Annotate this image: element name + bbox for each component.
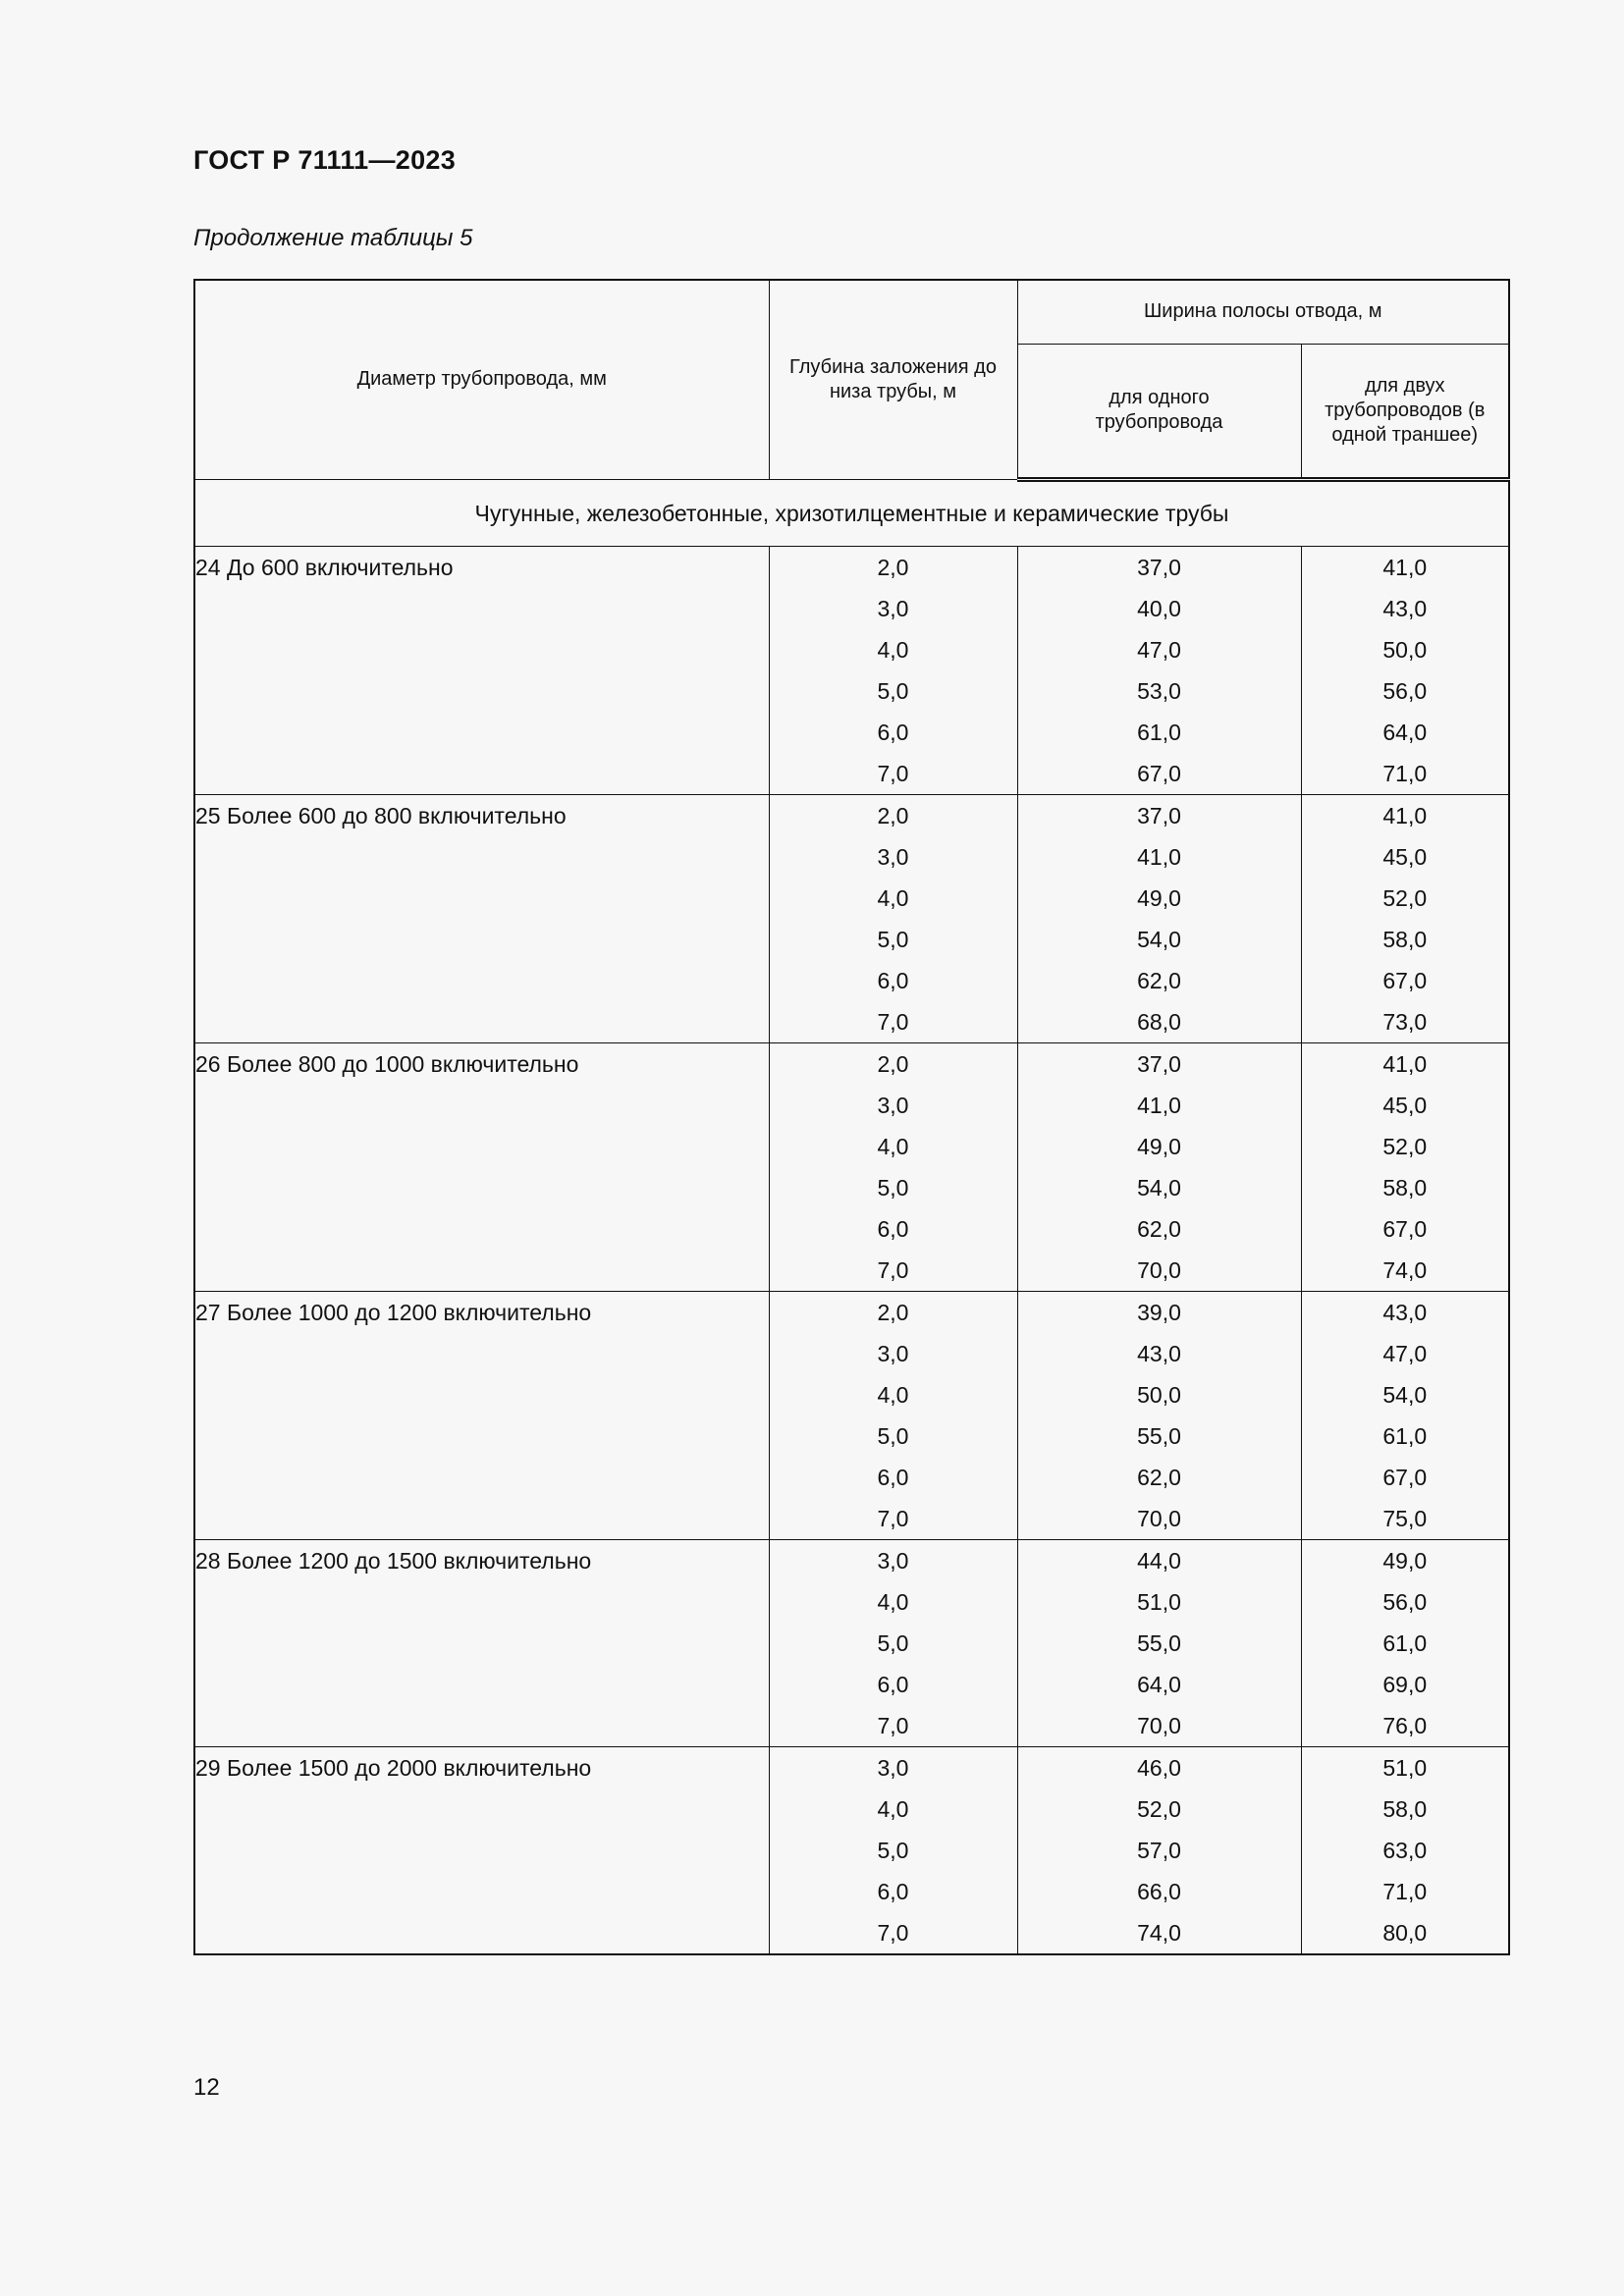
one-pipeline-cell: 62,0 — [1017, 1208, 1301, 1250]
one-pipeline-cell: 37,0 — [1017, 794, 1301, 836]
one-pipeline-cell: 55,0 — [1017, 1415, 1301, 1457]
two-pipelines-cell: 76,0 — [1301, 1705, 1509, 1747]
header-two-pipelines: для двух трубопроводов (в одной траншее) — [1301, 344, 1509, 479]
one-pipeline-cell: 62,0 — [1017, 960, 1301, 1001]
one-pipeline-cell: 64,0 — [1017, 1664, 1301, 1705]
depth-cell: 2,0 — [769, 1291, 1017, 1333]
two-pipelines-cell: 41,0 — [1301, 546, 1509, 588]
depth-cell: 6,0 — [769, 960, 1017, 1001]
two-pipelines-cell: 58,0 — [1301, 1789, 1509, 1830]
depth-cell: 2,0 — [769, 546, 1017, 588]
one-pipeline-cell: 46,0 — [1017, 1746, 1301, 1789]
one-pipeline-cell: 49,0 — [1017, 1126, 1301, 1167]
two-pipelines-cell: 71,0 — [1301, 1871, 1509, 1912]
two-pipelines-cell: 63,0 — [1301, 1830, 1509, 1871]
depth-cell: 7,0 — [769, 1705, 1017, 1747]
table-row — [194, 794, 1509, 836]
depth-cell: 4,0 — [769, 1581, 1017, 1623]
two-pipelines-cell: 56,0 — [1301, 670, 1509, 712]
two-pipelines-cell: 45,0 — [1301, 836, 1509, 878]
two-pipelines-cell: 41,0 — [1301, 1042, 1509, 1085]
two-pipelines-cell: 75,0 — [1301, 1498, 1509, 1540]
two-pipelines-cell: 71,0 — [1301, 753, 1509, 795]
depth-cell: 6,0 — [769, 1871, 1017, 1912]
one-pipeline-cell: 66,0 — [1017, 1871, 1301, 1912]
two-pipelines-cell: 67,0 — [1301, 1208, 1509, 1250]
one-pipeline-cell: 70,0 — [1017, 1498, 1301, 1540]
one-pipeline-cell: 47,0 — [1017, 629, 1301, 670]
depth-cell: 5,0 — [769, 1415, 1017, 1457]
depth-cell: 5,0 — [769, 1623, 1017, 1664]
diameter-cell: 24 До 600 включительно — [194, 546, 769, 794]
one-pipeline-cell: 39,0 — [1017, 1291, 1301, 1333]
one-pipeline-cell: 61,0 — [1017, 712, 1301, 753]
two-pipelines-cell: 80,0 — [1301, 1912, 1509, 1954]
one-pipeline-cell: 57,0 — [1017, 1830, 1301, 1871]
one-pipeline-cell: 37,0 — [1017, 1042, 1301, 1085]
two-pipelines-cell: 58,0 — [1301, 919, 1509, 960]
depth-cell: 7,0 — [769, 1001, 1017, 1043]
header-depth: Глубина заложения до низа трубы, м — [769, 280, 1017, 479]
depth-cell: 6,0 — [769, 1664, 1017, 1705]
depth-cell: 2,0 — [769, 794, 1017, 836]
two-pipelines-cell: 61,0 — [1301, 1623, 1509, 1664]
two-pipelines-cell: 41,0 — [1301, 794, 1509, 836]
one-pipeline-cell: 67,0 — [1017, 753, 1301, 795]
one-pipeline-cell: 62,0 — [1017, 1457, 1301, 1498]
two-pipelines-cell: 73,0 — [1301, 1001, 1509, 1043]
depth-cell: 3,0 — [769, 588, 1017, 629]
two-pipelines-cell: 56,0 — [1301, 1581, 1509, 1623]
two-pipelines-cell: 69,0 — [1301, 1664, 1509, 1705]
diameter-cell: 29 Более 1500 до 2000 включительно — [194, 1746, 769, 1954]
table-row — [194, 546, 1509, 588]
depth-cell: 5,0 — [769, 1830, 1017, 1871]
header-width-group: Ширина полосы отвода, м — [1017, 280, 1509, 344]
diameter-cell: 27 Более 1000 до 1200 включительно — [194, 1291, 769, 1539]
table-row — [194, 1539, 1509, 1581]
two-pipelines-cell: 45,0 — [1301, 1085, 1509, 1126]
depth-cell: 6,0 — [769, 712, 1017, 753]
two-pipelines-cell: 43,0 — [1301, 588, 1509, 629]
two-pipelines-cell: 67,0 — [1301, 960, 1509, 1001]
two-pipelines-cell: 51,0 — [1301, 1746, 1509, 1789]
depth-cell: 4,0 — [769, 1374, 1017, 1415]
depth-cell: 6,0 — [769, 1208, 1017, 1250]
one-pipeline-cell: 40,0 — [1017, 588, 1301, 629]
table-row — [194, 1042, 1509, 1085]
two-pipelines-cell: 49,0 — [1301, 1539, 1509, 1581]
table-row — [194, 1746, 1509, 1789]
one-pipeline-cell: 41,0 — [1017, 1085, 1301, 1126]
depth-cell: 3,0 — [769, 836, 1017, 878]
one-pipeline-cell: 54,0 — [1017, 919, 1301, 960]
one-pipeline-cell: 41,0 — [1017, 836, 1301, 878]
one-pipeline-cell: 52,0 — [1017, 1789, 1301, 1830]
one-pipeline-cell: 70,0 — [1017, 1705, 1301, 1747]
section-title: Чугунные, железобетонные, хризотилцементные и керамические трубы — [194, 479, 1509, 546]
one-pipeline-cell: 51,0 — [1017, 1581, 1301, 1623]
document-code: ГОСТ Р 71111—2023 — [193, 145, 457, 175]
one-pipeline-cell: 43,0 — [1017, 1333, 1301, 1374]
two-pipelines-cell: 67,0 — [1301, 1457, 1509, 1498]
depth-cell: 4,0 — [769, 1789, 1017, 1830]
pipeline-width-table — [193, 279, 1510, 1955]
depth-cell: 7,0 — [769, 1912, 1017, 1954]
one-pipeline-cell: 44,0 — [1017, 1539, 1301, 1581]
depth-cell: 5,0 — [769, 670, 1017, 712]
two-pipelines-cell: 43,0 — [1301, 1291, 1509, 1333]
two-pipelines-cell: 52,0 — [1301, 878, 1509, 919]
two-pipelines-cell: 61,0 — [1301, 1415, 1509, 1457]
one-pipeline-cell: 49,0 — [1017, 878, 1301, 919]
one-pipeline-cell: 37,0 — [1017, 546, 1301, 588]
depth-cell: 3,0 — [769, 1333, 1017, 1374]
diameter-cell: 28 Более 1200 до 1500 включительно — [194, 1539, 769, 1746]
depth-cell: 4,0 — [769, 629, 1017, 670]
table-caption: Продолжение таблицы 5 — [193, 225, 473, 251]
depth-cell: 3,0 — [769, 1085, 1017, 1126]
two-pipelines-cell: 58,0 — [1301, 1167, 1509, 1208]
one-pipeline-cell: 70,0 — [1017, 1250, 1301, 1292]
depth-cell: 3,0 — [769, 1746, 1017, 1789]
depth-cell: 7,0 — [769, 753, 1017, 795]
depth-cell: 7,0 — [769, 1250, 1017, 1292]
one-pipeline-cell: 74,0 — [1017, 1912, 1301, 1954]
header-one-pipeline: для одного трубопровода — [1017, 344, 1301, 479]
depth-cell: 7,0 — [769, 1498, 1017, 1540]
one-pipeline-cell: 50,0 — [1017, 1374, 1301, 1415]
depth-cell: 5,0 — [769, 1167, 1017, 1208]
two-pipelines-cell: 47,0 — [1301, 1333, 1509, 1374]
table-row — [194, 1291, 1509, 1333]
one-pipeline-cell: 54,0 — [1017, 1167, 1301, 1208]
depth-cell: 4,0 — [769, 1126, 1017, 1167]
diameter-cell: 25 Более 600 до 800 включительно — [194, 794, 769, 1042]
depth-cell: 4,0 — [769, 878, 1017, 919]
two-pipelines-cell: 52,0 — [1301, 1126, 1509, 1167]
table-body — [194, 479, 1509, 1954]
diameter-cell: 26 Более 800 до 1000 включительно — [194, 1042, 769, 1291]
header-diameter: Диаметр трубопровода, мм — [194, 280, 769, 479]
two-pipelines-cell: 64,0 — [1301, 712, 1509, 753]
two-pipelines-cell: 74,0 — [1301, 1250, 1509, 1292]
one-pipeline-cell: 68,0 — [1017, 1001, 1301, 1043]
two-pipelines-cell: 54,0 — [1301, 1374, 1509, 1415]
one-pipeline-cell: 55,0 — [1017, 1623, 1301, 1664]
two-pipelines-cell: 50,0 — [1301, 629, 1509, 670]
depth-cell: 2,0 — [769, 1042, 1017, 1085]
one-pipeline-cell: 53,0 — [1017, 670, 1301, 712]
depth-cell: 6,0 — [769, 1457, 1017, 1498]
table-header — [194, 280, 1509, 479]
depth-cell: 5,0 — [769, 919, 1017, 960]
depth-cell: 3,0 — [769, 1539, 1017, 1581]
page-number: 12 — [193, 2074, 220, 2101]
